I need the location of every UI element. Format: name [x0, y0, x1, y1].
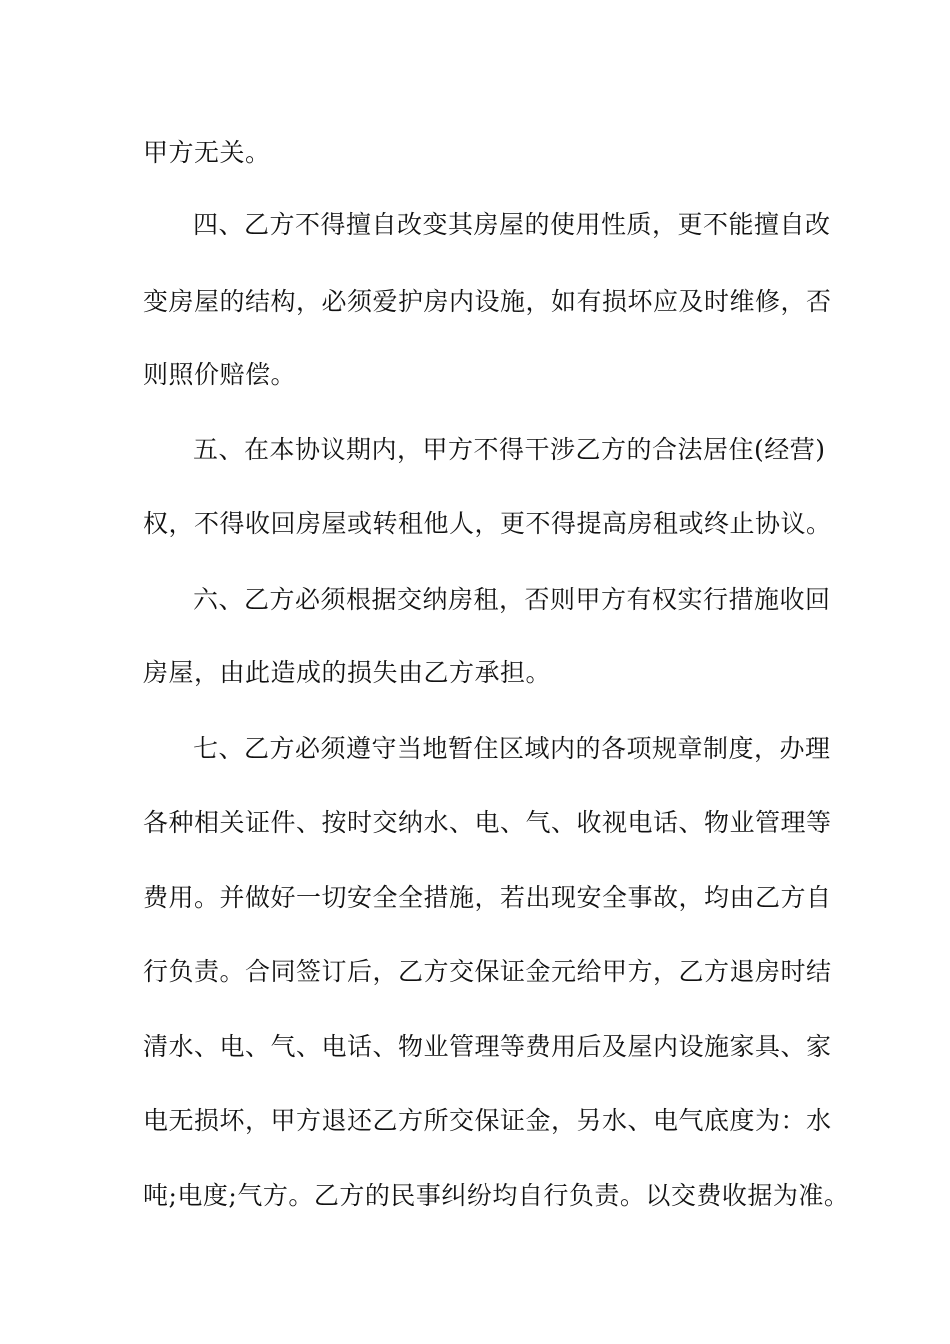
- text-line: 六、乙方必须根据交纳房租，否则甲方有权实行措施收回: [193, 585, 831, 614]
- text-line: 变房屋的结构，必须爱护房内设施，如有损坏应及时维修，否: [143, 287, 832, 316]
- text-line: 行负责。合同签订后，乙方交保证金元给甲方，乙方退房时结: [143, 957, 832, 986]
- text-line: 电无损坏，甲方退还乙方所交保证金，另水、电气底度为：水: [143, 1106, 832, 1135]
- text-line: 四、乙方不得擅自改变其房屋的使用性质，更不能擅自改: [193, 210, 831, 239]
- text-line: 吨;电度;气方。乙方的民事纠纷均自行负责。以交费收据为准。: [143, 1181, 850, 1210]
- text-line: 甲方无关。: [143, 138, 271, 167]
- text-line: 房屋，由此造成的损失由乙方承担。: [143, 658, 552, 687]
- text-line: 则照价赔偿。: [143, 360, 297, 389]
- text-line: 七、乙方必须遵守当地暂住区域内的各项规章制度，办理: [193, 734, 831, 763]
- text-line: 清水、电、气、电话、物业管理等费用后及屋内设施家具、家: [143, 1032, 832, 1061]
- text-line: 各种相关证件、按时交纳水、电、气、收视电话、物业管理等: [143, 808, 832, 837]
- text-line: 五、在本协议期内，甲方不得干涉乙方的合法居住(经营): [193, 435, 826, 464]
- text-line: 权，不得收回房屋或转租他人，更不得提高房租或终止协议。: [143, 509, 832, 538]
- text-line: 费用。并做好一切安全全措施，若出现安全事故，均由乙方自: [143, 883, 832, 912]
